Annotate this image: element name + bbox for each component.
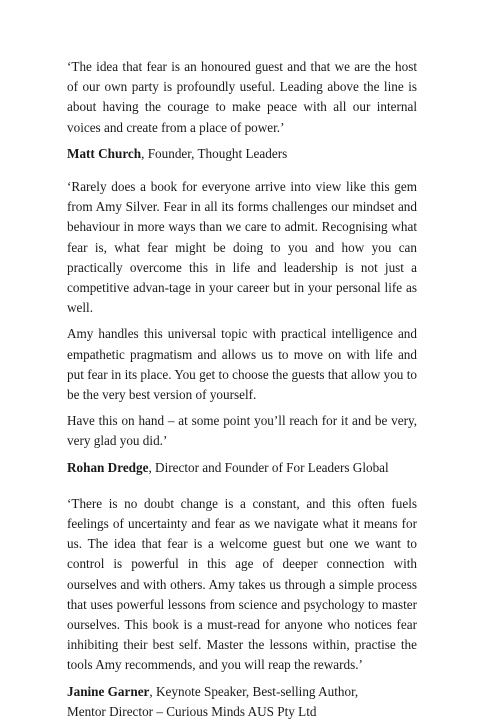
attribution-name: Matt Church — [67, 145, 142, 161]
attribution — [67, 144, 417, 164]
attribution-role: , Keynote Speaker, Best-selling Author, — [149, 683, 359, 699]
attribution-name: Rohan Dredge — [67, 459, 149, 475]
attribution-role: , Director and Founder of For Leaders Global — [148, 459, 389, 475]
testimonial-paragraph: Amy handles this universal topic with practical intelligence and empathetic pragmatism and allows us to move on with life and put fear in its place. You get to choose the guests that allow you to be the very best version of yourself. — [67, 326, 417, 403]
testimonial-paragraph: ‘There is no doubt change is a constant, and this often fuels feelings of uncertainty and fear as we navigate what it means for us. The idea that fear is a welcome guest but one we want to control is powerful in this age of deeper connection with ourselves and with others. Amy takes us through a simple process that uses powerful lessons from science and psychology to master ourselves. This book is a must-read for anyone who notices fear inhibiting their best self. Master the lessons within, practise the tools Amy recommends, and you will reap the rewards.’ — [67, 495, 417, 673]
testimonial-paragraph: ‘The idea that fear is an honoured guest and that we are the host of our own party is profoundly useful. Leading above the line is about having the courage to make peace with all our internal voices and create from a place of power.’ — [67, 59, 417, 135]
testimonial-paragraph: Have this on hand – at some point you’ll reach for it and be very, very glad you did.’ — [67, 413, 417, 449]
attribution — [67, 682, 417, 702]
attribution — [67, 458, 417, 478]
attribution-role: , Founder, Thought Leaders — [141, 145, 288, 161]
attribution-name: Janine Garner — [67, 683, 150, 699]
endorsements-page — [67, 57, 417, 722]
testimonial-paragraph: ‘Rarely does a book for everyone arrive into view like this gem from Amy Silver. Fear in all its forms challenges our mindset and behaviour in more ways than we care to admit. Recognising what fear is, what fear might be doing to you and how you can practically overcome this in life and leadership is not just a competitive advan-tage in your career but in your personal life as well. — [67, 179, 417, 316]
attribution-role-line2: Mentor Director – Curious Minds AUS Pty Ltd — [67, 703, 317, 719]
